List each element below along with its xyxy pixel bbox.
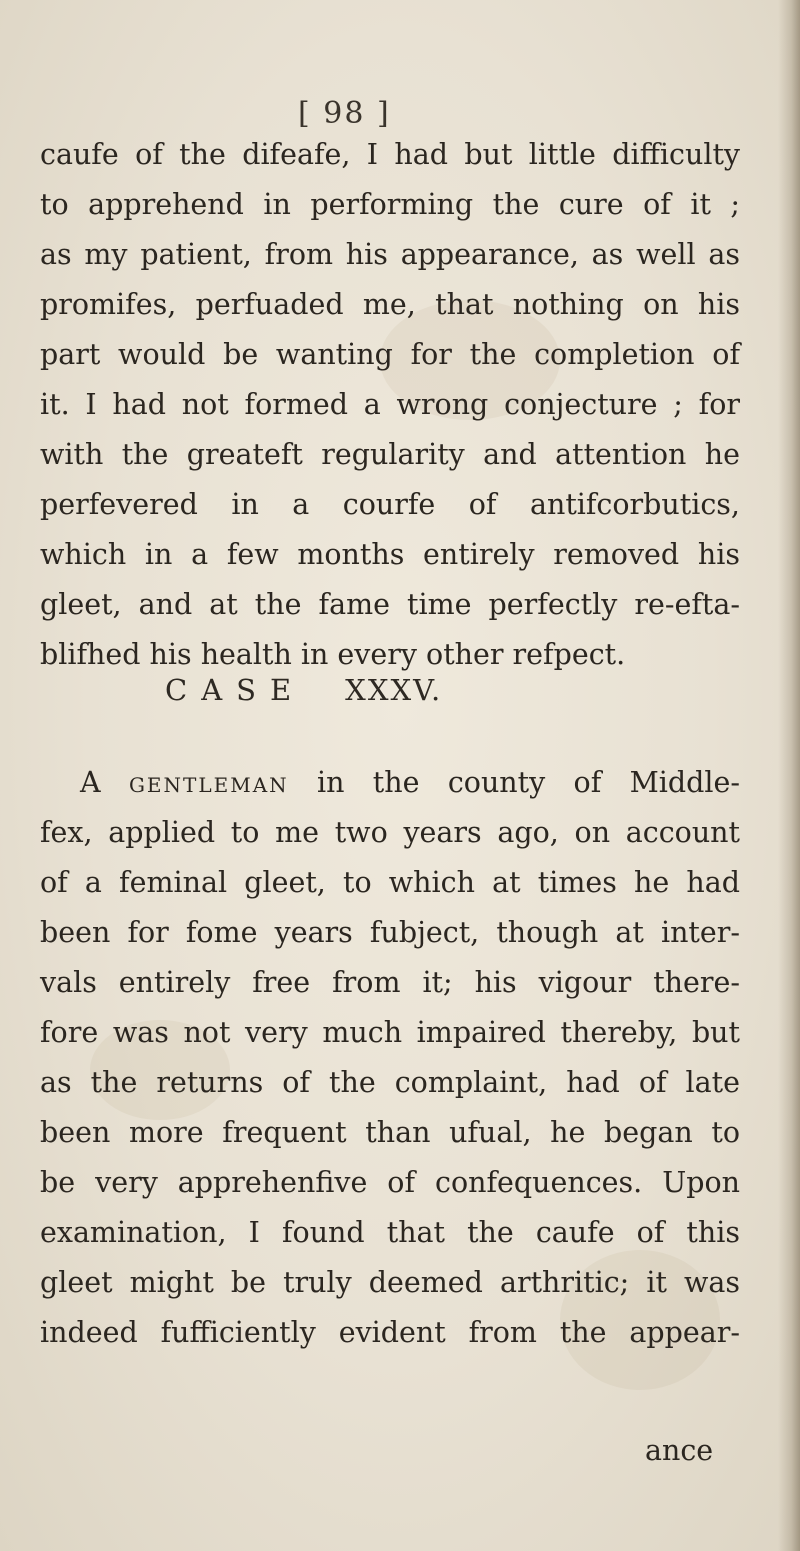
text-line: been for fome years fubject, though at inter- xyxy=(40,916,740,949)
text-line: perfevered in a courfe of antifcorbutics, xyxy=(40,488,740,521)
opening-small-caps: gentleman xyxy=(128,766,289,799)
text-line: which in a few months entirely removed his xyxy=(40,538,740,571)
case-label: CASE xyxy=(165,673,306,707)
text-line: gleet, and at the fame time perfectly re-efta- xyxy=(40,588,740,621)
case-heading xyxy=(165,673,625,707)
second-section xyxy=(40,758,740,1358)
text-line: vals entirely free from it; his vigour there- xyxy=(40,966,740,999)
text-line: caufe of the difeafe, I had but little difficulty xyxy=(40,138,740,171)
text-line: as the returns of the complaint, had of late xyxy=(40,1066,740,1099)
text-line: fore was not very much impaired thereby, but xyxy=(40,1016,740,1049)
text-line: been more frequent than ufual, he began to xyxy=(40,1116,740,1149)
page-edge-shadow xyxy=(778,0,800,1551)
case-number: XXXV. xyxy=(345,673,443,707)
text-line: examination, I found that the caufe of this xyxy=(40,1216,740,1249)
opening-letter: A xyxy=(80,766,101,799)
text-line: of a feminal gleet, to which at times he had xyxy=(40,866,740,899)
page-number: [ 98 ] xyxy=(298,96,391,131)
text-line: gleet might be truly deemed arthritic; it was xyxy=(40,1266,740,1299)
first-section xyxy=(40,130,740,680)
text-line: blifhed his health in every other refpect. xyxy=(40,638,626,671)
opening-rest: in the county of Middle- xyxy=(317,766,740,799)
text-line: with the greateft regularity and attention he xyxy=(40,438,740,471)
text-line: as my patient, from his appearance, as well as xyxy=(40,238,740,271)
text-line: it. I had not formed a wrong conjecture ; for xyxy=(40,388,740,421)
text-line: promifes, perfuaded me, that nothing on his xyxy=(40,288,740,321)
catchword: ance xyxy=(645,1434,714,1467)
text-line: to apprehend in performing the cure of it ; xyxy=(40,188,740,221)
text-line-opening xyxy=(40,758,740,808)
text-line: fex, applied to me two years ago, on account xyxy=(40,816,740,849)
text-line: part would be wanting for the completion of xyxy=(40,338,740,371)
text-line: be very apprehenfive of confequences. Upon xyxy=(40,1166,740,1199)
text-line: indeed fufficiently evident from the appear- xyxy=(40,1316,740,1349)
